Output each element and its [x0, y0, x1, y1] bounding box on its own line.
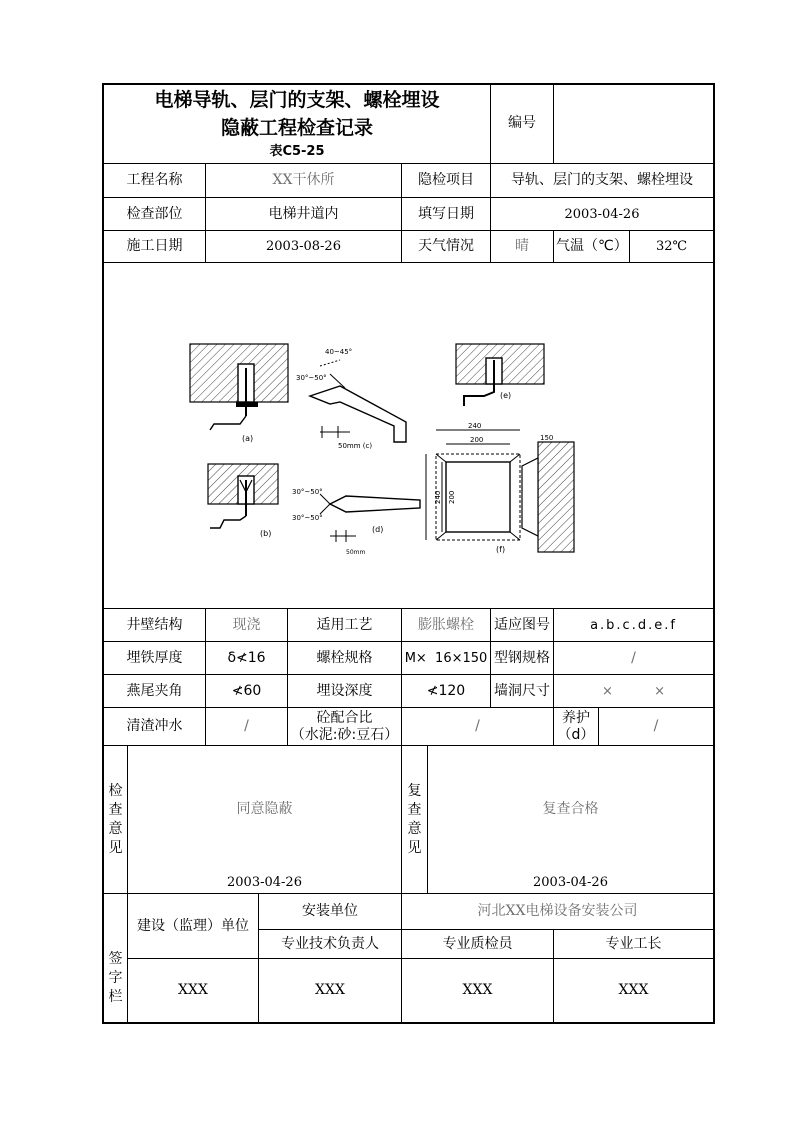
- recheck-opinion-char: 复: [407, 782, 422, 799]
- concrete-ratio-label-line1: 砼配合比: [316, 709, 373, 726]
- figure-e: [456, 344, 544, 406]
- concrete-ratio-label-line2: （水泥:砂:豆石）: [290, 726, 399, 743]
- wall-hole-size-value[interactable]: × ×: [601, 683, 666, 699]
- slag-flush-value[interactable]: /: [244, 718, 249, 734]
- label-angle3: 30°~50°: [292, 488, 323, 496]
- figure-a: [190, 344, 288, 443]
- weather-label: 天气情况: [418, 238, 474, 254]
- signature-side-label: [104, 894, 127, 1022]
- embed-depth-value[interactable]: ≮120: [426, 682, 466, 699]
- owner-unit-label: 建设（监理）单位: [137, 917, 249, 934]
- number-label: 编号: [508, 115, 536, 131]
- figure-c: [296, 348, 406, 450]
- signature-side-char: 字: [108, 969, 123, 986]
- recheck-opinion-date[interactable]: 2003-04-26: [533, 874, 608, 890]
- label-b: (b): [260, 529, 272, 538]
- recheck-opinion-char: 意: [407, 820, 422, 837]
- bracket-embedding-diagram: [180, 330, 580, 565]
- inspect-part-label: 检查部位: [126, 205, 183, 222]
- label-dim240b: 240: [434, 490, 442, 504]
- qc-signature[interactable]: XXX: [462, 982, 493, 998]
- grid-line: [103, 262, 714, 263]
- signature-side-char: 签: [108, 950, 123, 967]
- check-opinion-char: 见: [108, 839, 123, 856]
- weather-value[interactable]: 晴: [515, 238, 529, 254]
- signature-side-char: 栏: [108, 988, 123, 1005]
- recheck-opinion-char: 见: [407, 839, 422, 856]
- recheck-opinion-text[interactable]: 复查合格: [542, 800, 599, 817]
- owner-signature[interactable]: XXX: [178, 982, 208, 998]
- bolt-spec-label: 螺栓规格: [316, 649, 373, 666]
- check-opinion-text[interactable]: 同意隐蔽: [236, 800, 293, 817]
- fill-date-label: 填写日期: [418, 205, 474, 222]
- form-code: 表C5-25: [269, 143, 325, 159]
- border-right: [713, 83, 715, 1024]
- wall-structure-label: 井壁结构: [126, 616, 183, 633]
- label-angle1: 30°~50°: [296, 374, 327, 382]
- curing-value[interactable]: /: [653, 718, 659, 734]
- inspect-part-value[interactable]: 电梯井道内: [268, 205, 339, 222]
- concrete-ratio-label: [288, 708, 401, 745]
- check-opinion-char: 查: [108, 801, 123, 818]
- dovetail-angle-value[interactable]: ≮60: [231, 682, 262, 699]
- recheck-opinion-label: [402, 746, 427, 893]
- foreman-label: 专业工长: [605, 935, 662, 952]
- figure-ref-label: 适应图号: [494, 616, 550, 633]
- process-value[interactable]: 膨胀螺栓: [418, 616, 474, 633]
- check-opinion-char: 意: [108, 820, 123, 837]
- process-label: 适用工艺: [316, 616, 373, 633]
- figure-ref-value[interactable]: a.b.c.d.e.f: [590, 617, 677, 633]
- construction-date-label: 施工日期: [126, 238, 183, 254]
- recheck-opinion-char: 查: [407, 801, 422, 818]
- form-title-line2: 隐蔽工程检查记录: [220, 116, 373, 139]
- construction-date-value[interactable]: 2003-08-26: [266, 239, 341, 254]
- project-name-value[interactable]: XX干休所: [272, 172, 335, 188]
- label-f: (f): [496, 545, 506, 554]
- label-e: (e): [500, 391, 512, 400]
- wall-structure-value[interactable]: 现浇: [232, 616, 261, 633]
- bolt-spec-value[interactable]: M× 16×150: [404, 650, 488, 666]
- label-dim150: 150: [540, 434, 554, 442]
- install-unit-label: 安装单位: [302, 903, 358, 919]
- temperature-label: 气温（℃）: [556, 238, 628, 254]
- check-opinion-char: 检: [108, 782, 123, 799]
- steel-spec-value[interactable]: /: [631, 649, 636, 666]
- concrete-ratio-value[interactable]: /: [475, 718, 480, 734]
- label-dim240a: 240: [468, 422, 482, 430]
- label-dim200a: 200: [470, 436, 484, 444]
- check-opinion-label: [104, 746, 127, 893]
- border-bottom: [102, 1022, 715, 1024]
- embed-thickness-label: 埋铁厚度: [126, 649, 183, 666]
- dovetail-angle-label: 燕尾夹角: [126, 682, 183, 699]
- check-opinion-date[interactable]: 2003-04-26: [227, 874, 302, 890]
- hidden-item-label: 隐检项目: [418, 172, 474, 188]
- label-dim200b: 200: [448, 490, 456, 504]
- project-name-label: 工程名称: [126, 172, 183, 188]
- label-dim50: 50mm: [346, 549, 366, 556]
- hidden-item-value[interactable]: 导轨、层门的支架、螺栓埋设: [511, 172, 693, 188]
- fill-date-value[interactable]: 2003-04-26: [564, 206, 640, 222]
- figure-b: [208, 464, 278, 538]
- temperature-value[interactable]: 32℃: [655, 239, 688, 254]
- foreman-signature[interactable]: XXX: [618, 982, 649, 998]
- wall-hole-size-label: 墙洞尺寸: [494, 682, 550, 699]
- tech-lead-signature[interactable]: XXX: [315, 982, 345, 998]
- label-a: (a): [242, 434, 254, 443]
- label-c: 50mm (c): [338, 442, 373, 450]
- curing-label-line1: 养护: [562, 709, 590, 726]
- number-value[interactable]: [554, 84, 713, 163]
- embed-depth-label: 埋设深度: [316, 682, 373, 699]
- qc-label: 专业质检员: [442, 935, 513, 952]
- label-angle2: 40~45°: [325, 348, 353, 356]
- label-angle4: 30°~50°: [292, 514, 323, 522]
- curing-label: [554, 708, 598, 745]
- label-d: (d): [372, 525, 384, 534]
- figure-d: [292, 488, 420, 556]
- figure-f: [426, 422, 574, 554]
- install-unit-value[interactable]: 河北XX电梯设备安装公司: [477, 903, 638, 919]
- curing-label-line2: （d）: [557, 726, 595, 743]
- tech-lead-label: 专业技术负责人: [281, 935, 379, 952]
- embed-thickness-value[interactable]: δ≮16: [227, 649, 266, 666]
- steel-spec-label: 型钢规格: [494, 649, 550, 666]
- form-title-line1: 电梯导轨、层门的支架、螺栓埋设: [154, 88, 440, 111]
- slag-flush-label: 清渣冲水: [126, 718, 183, 734]
